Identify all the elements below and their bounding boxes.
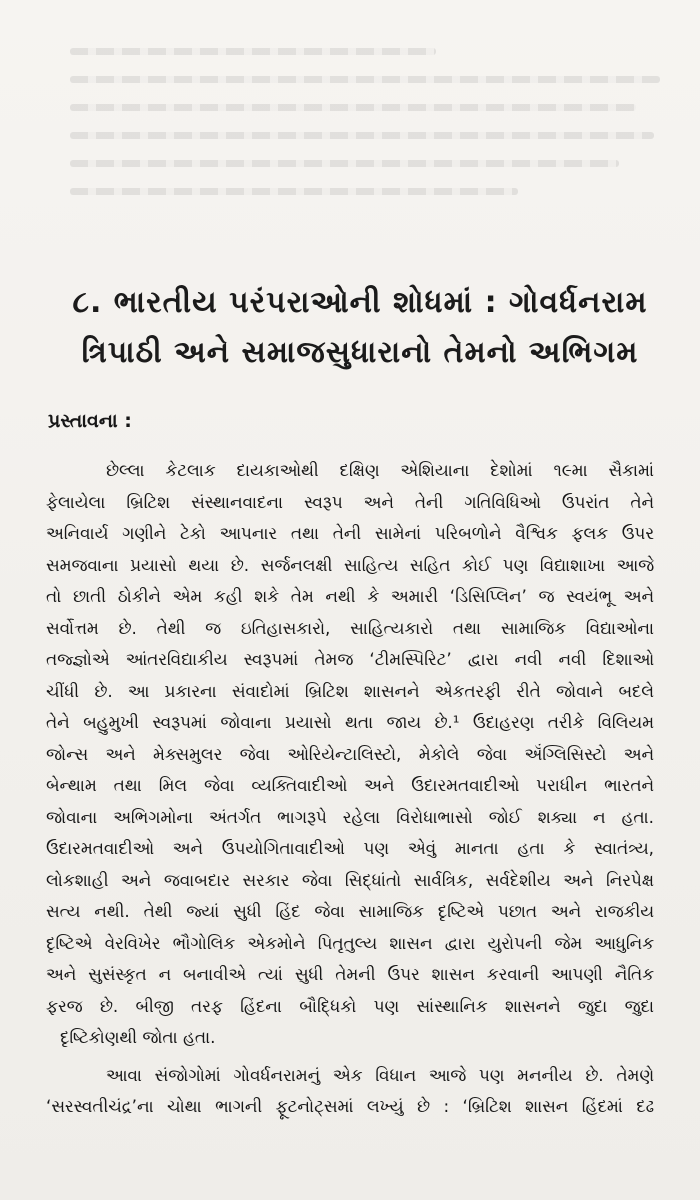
bleed-line (70, 132, 654, 139)
text-line: છેલ્લા કેટલાક દાયકાઓથી દક્ષિણ એશિયાના દેશોમાં ૧૯મા સૈકામાં (106, 460, 654, 480)
text-line: તજ્જ્ઞોએ આંતરવિદ્યાકીય સ્વરૂપમાં તેમજ ‘ટીમસ્પિરિટ’ દ્વારા નવી નવી દિશાઓ (46, 649, 654, 669)
bleed-line (70, 160, 619, 167)
bleed-line (70, 104, 636, 111)
bleed-line (70, 76, 660, 83)
text-line: અનિવાર્ય ગણીને ટેકો આપનાર તથા તેની સામેનાં પરિબળોને વૈશ્વિક ફલક ઉપર (46, 523, 654, 543)
text-line: આવા સંજોગોમાં ગોવર્ધનરામનું એક વિધાન આજે પણ મનનીય છે. તેમણે (106, 1064, 654, 1085)
text-line: અને સુસંસ્કૃત ન બનાવીએ ત્યાં સુધી તેમની ઉપર શાસન કરવાની આપણી નૈતિક (46, 964, 654, 984)
chapter-title-line: ત્રિપાઠી અને સમાજસુધારાનો તેમનો અભિગમ (81, 335, 639, 370)
text-line: ફરજ છે. બીજી તરફ હિંદના બૌદ્ધિકો પણ સાંસ્થાનિક શાસનને જુદા જુદા (46, 995, 654, 1016)
text-line: તેને બહુમુખી સ્વરૂપમાં જોવાના પ્રયાસો થતા જાય છે.¹ ઉદાહરણ તરીકે વિલિયમ (46, 712, 654, 732)
paragraph (46, 1060, 654, 1123)
text-line: દૃષ્ટિએ વેરવિખેર ભૌગોલિક એકમોને પિતૃતુલ્ય શાસન દ્વારા યુરોપની જેમ આધુનિક (46, 932, 654, 953)
chapter-title-line: ૮. ભારતીય પરંપરાઓની શોધમાં : ગોવર્ધનરામ (72, 285, 648, 320)
text-line: સમજવાના પ્રયાસો થયા છે. સર્જનલક્ષી સાહિત્ય સહિત કોઈ પણ વિદ્યાશાખા આજે (46, 554, 654, 575)
text-line: બેન્થામ તથા મિલ જેવા વ્યક્તિવાદીઓ અને ઉદારમતવાદીઓ પરાધીન ભારતને (46, 775, 654, 795)
text-line: ‘સરસ્વતીચંદ્ર’ના ચોથા ભાગની ફૂટનોટ્સમાં લખ્યું છે : ‘બ્રિટિશ શાસન હિંદમાં દઢ (46, 1096, 654, 1116)
text-line: જોન્સ અને મેક્સમુલર જેવા ઓરિયેન્ટાલિસ્ટો, મેકોલે જેવા ઍંગ્લિસિસ્ટો અને (46, 743, 654, 764)
text-line: ચીંધી છે. આ પ્રકારના સંવાદોમાં બ્રિટિશ શાસનને એકતરફી રીતે જોવાને બદલે (46, 680, 654, 701)
text-line: ફેલાયેલા બ્રિટિશ સંસ્થાનવાદના સ્વરૂપ અને તેની ગતિવિધિઓ ઉપરાંત તેને (46, 491, 654, 512)
text-line: લોકશાહી અને જવાબદાર સરકાર જેવા સિદ્ધાંતો સાર્વત્રિક, સર્વદેશીય અને નિરપેક્ષ (46, 869, 654, 890)
paragraph (46, 455, 654, 1054)
text-line: ઉદારમતવાદીઓ અને ઉપયોગિતાવાદીઓ પણ એવું માનતા હતા કે સ્વાતંત્ર્ય, (46, 838, 654, 858)
bleed-through-text (70, 48, 660, 216)
bleed-line (70, 48, 436, 55)
text-line: સત્ય નથી. તેથી જ્યાં સુધી હિંદ જેવા સામાજિક દૃષ્ટિએ પછાત અને રાજકીય (46, 901, 654, 921)
text-line: દૃષ્ટિકોણથી જોતા હતા. (60, 1027, 216, 1047)
text-line: સર્વોત્તમ છે. તેથી જ ઇતિહાસકારો, સાહિત્યકારો તથા સામાજિક વિદ્યાઓના (46, 617, 654, 638)
bleed-line (70, 188, 518, 195)
text-line: તો છાતી ઠોકીને એમ કહી શકે તેમ નથી કે અમારી ‘ડિસિપ્લિન’ જ સ્વયંભૂ અને (46, 586, 654, 606)
text-line: જોવાના અભિગમોના અંતર્ગત ભાગરૂપે રહેલા વિરોધાભાસો જોઈ શક્યા ન હતા. (46, 806, 654, 827)
chapter-title (60, 278, 660, 378)
section-heading: પ્રસ્તાવના : (48, 410, 132, 432)
body-text (46, 455, 654, 1123)
